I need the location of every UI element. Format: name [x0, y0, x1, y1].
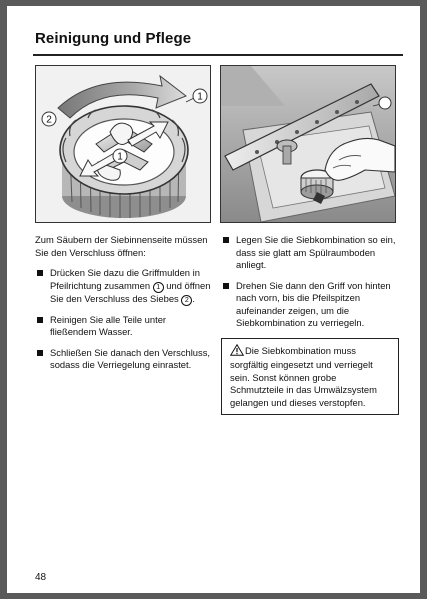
- filter-open-illustration: [35, 65, 211, 223]
- filter-insert-illustration: [220, 65, 396, 223]
- bullet-text: .: [192, 292, 195, 304]
- bullet-text: Drücken Sie dazu die Griffmulden in Pfeilrichtung zusammen: [50, 267, 200, 291]
- list-item: Schließen Sie danach den Verschluss, sodass die Verriegelung einrastet.: [35, 347, 213, 372]
- warning-triangle-icon: [230, 344, 244, 360]
- page-title: Reinigung und Pflege: [35, 30, 192, 47]
- callout-1-center: 1: [117, 151, 123, 163]
- callout-1-top: 1: [197, 91, 203, 103]
- list-item: Legen Sie die Siebkombination so ein, dass sie glatt am Spülraumboden anliegt.: [221, 234, 401, 272]
- list-item: Reinigen Sie alle Teile unter fließendem Wasser.: [35, 314, 213, 339]
- intro-text: Zum Säubern der Siebinnenseite müssen Sie den Verschluss öffnen:: [35, 234, 208, 258]
- marker-1: 1: [153, 282, 164, 293]
- list-item: Drehen Sie dann den Griff von hinten nach vorn, bis die Pfeilspitzen aufeinander zeigen, um die Siebkombination zu verriegeln.: [221, 280, 401, 330]
- bullet-text: und öffnen Sie den Verschluss des Siebes: [50, 279, 211, 304]
- marker-2: 2: [181, 295, 192, 306]
- right-instructions: [221, 234, 401, 415]
- callout-2: 2: [46, 114, 52, 126]
- warning-box: [221, 338, 399, 416]
- page-number: 48: [35, 572, 47, 583]
- title-divider: [33, 54, 403, 56]
- manual-page: [7, 6, 420, 593]
- warning-text: Die Siebkombination muss sorgfältig eingesetzt und verriegelt sein. Sonst können grobe Schmutzteile in das Umwälzsystem gelangen und dieses verstopfen.: [230, 344, 377, 408]
- list-item: [35, 267, 213, 306]
- left-instructions: [35, 234, 213, 380]
